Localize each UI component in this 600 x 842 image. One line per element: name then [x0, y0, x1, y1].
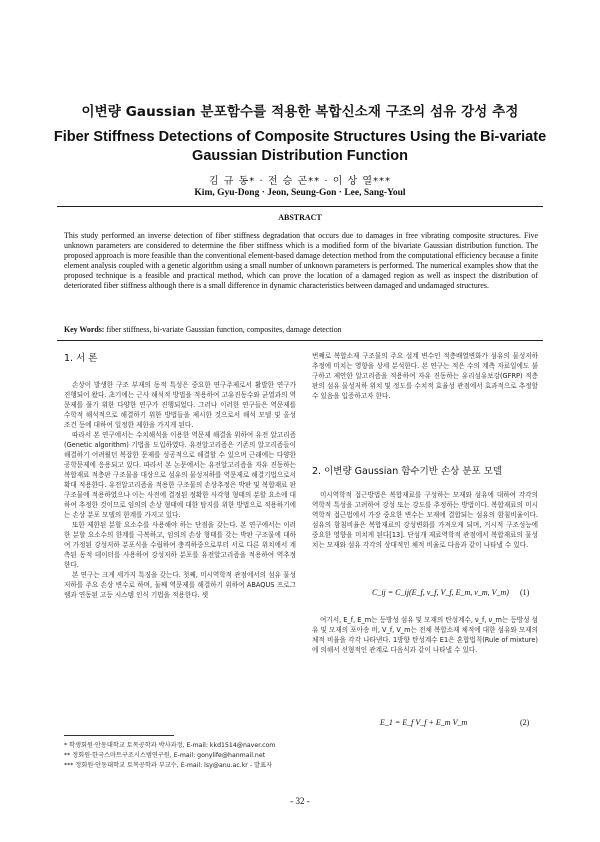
section-1-heading: 1. 서 론 [64, 353, 98, 364]
paragraph: 번째로 복합소재 구조물의 주요 설계 변수인 적층배열변화가 섬유의 물성저하 추정에 미치는 영향을 상세 분석한다. 본 연구는 적은 수의 계측 자료일에도 불구하고 제안한 알고리즘을 적용하여 자유 진동하는 유리섬유보강(GFRP) 적층판의 섬유 물성저하 위치 및 정도를 수치적 효율성 관점에서 효과적으로 추정할 수 있음을 입증하고자 한다. [312, 352, 538, 400]
footnote-2: ** 정회원·한국스마트구조시스템연구원, E-mail: gonylife@hanmail.net [64, 752, 266, 759]
footnote-rule [64, 735, 174, 736]
footnote-1: * 학생회원·안동대학교 토목공학과 박사과정, E-mail: kkd1514@naver.com [64, 742, 276, 749]
section-2-para-2 [312, 615, 538, 655]
paper-title-korean: 이변량 Gaussian 분포함수를 적용한 복합신소재 구조의 섬유 강성 추정 [81, 104, 519, 120]
paragraph: 또한 제한된 분할 요소수를 사용해야 하는 단점을 갖는다. 본 연구에서는 이러한 분할 요소수의 한계를 극복하고, 임의의 손상 형태를 갖는 박판 구조물에 대하여 가정된 강성저하 분포식을 수립하여 충격하중으로부터 서로 다른 위치에서 계측된 동적 데이터를 사용하여 강성저하 분포를 유전알고리즘을 적용하여 역추정한다. [64, 521, 296, 569]
page-number: - 32 - [290, 796, 310, 806]
footnote-3: *** 정회원·안동대학교 토목공학과 부교수, E-mail: lsy@anu.ac.kr - 발표자 [64, 762, 272, 769]
keywords [64, 325, 538, 334]
equation-2: E_1 = E_f V_f + E_m V_m [380, 718, 468, 727]
section-2-heading: 2. 이변량 Gaussian 함수기반 손상 분포 모델 [312, 466, 503, 477]
paragraph: 미시역학적 접근방법은 복합재료를 구성하는 모재와 섬유에 대하여 각각의 역학적 특성을 고려하여 강성 또는 강도를 추정하는 방법이다. 복합재료의 미시역학적 접근법에서 가장 중요한 변수는 모재에 결합되는 섬유의 함침비율이다. 섬유의 함침비율은 복합재료의 강성변화를 가져오게 되며, 거시적 구조성능에 중요한 영향을 미치게 된다[13]. 단섬개 재료역학적 관점에서 복합재료의 물성치는 모재와 섬유 각각의 상대적인 체적 비율로 다음과 같이 나타낼 수 있다. [312, 491, 538, 549]
keywords-text: fiber stiffness, bi-variate Gaussian function, composites, damage detection [106, 325, 342, 334]
equation-1: C_ij = C_ij(E_f, ν_f, V_f, E_m, ν_m, V_m) [372, 588, 509, 597]
footnotes [64, 741, 334, 771]
abstract-text: This study performed an inverse detection of fiber stiffness degradation that occurs due to damages in free vibrating composite structures. Five unknown parameters are considered to determine the fiber stiffness which is a modified form of the bivariate Gaussian distribution function. The proposed approach is more feasible than the conventional element-based damage detection method from the computational efficiency because a finite element analysis coupled with a genetic algorithm using a small number of unknown parameters is performed. The numerical examples show that the proposed technique is a feasible and practical method, which can prove the location of a damaged region as well as inspect the distribution of deteriorated fiber stiffness although there is a small difference in dynamic characteristics between damaged and undamaged structures. [64, 231, 538, 291]
abstract-heading: ABSTRACT [278, 213, 322, 222]
keywords-label: Key Words: [64, 325, 105, 334]
paper-title-english: Fiber Stiffness Detections of Composite Structures Using the Bi-variate Gaussian Distribution Function [53, 129, 547, 164]
paragraph: 따라서 본 연구에서는 수치해석을 이용한 역문제 해결을 위하여 유전 알고리즘(Genetic algorithm) 기법을 도입하였다. 유전알고리즘은 기존의 알고리즘들이 해결하기 어려웠던 복잡한 문제를 성공적으로 해결할 수 있으며 근래에는 다양한 공학문제에 응용되고 있다. 따라서 본 논문에서는 유전알고리즘을 자유 진동하는 복합재료 적층판 구조물을 대상으로 섬유의 물성저하를 역문제로 해결기법으로서 확대 적용한다. 유전알고리즘을 적용한 구조물의 손상추정은 박판 및 복합재료 판구조물에 적용하였으나 이는 사전에 결정된 정확한 사각형 형태의 분할 요소에 대하여 추정한 것이므로 임의의 손상 형태에 대한 탐지를 위한 방법으로 적용하기에는 손상 분포 모델의 한계를 가지고 있다. [64, 431, 296, 519]
authors-korean: 김 규 동* · 전 승 곤** · 이 상 열*** [208, 176, 392, 187]
section-2-para-1 [312, 490, 538, 550]
paragraph: 여기서, E_f, E_m는 등방성 섬유 및 모재의 탄성계수, ν_f, ν_m는 등방성 섬유 및 모재의 포아송 비, V_f, V_m는 전체 복합소재 체적에 대한 섬유와 모재의 체적 비율을 각각 나타낸다. 1방향 탄성계수 E1은 혼합법칙(Rule of mixture)에 의해서 선형적인 관계로 다음식과 같이 나타낼 수 있다. [312, 616, 538, 654]
paragraph: 손상이 발생한 구조 부재의 동적 특성은 중요한 연구주제로서 활발한 연구가 진행되어 왔다. 초기에는 근사 해석적 방법을 적용하여 고유진동수와 균열과의 역문제를 풀기 위한 다양한 연구가 진행되었다. 그러나 이러한 연구들은 역문제를 수학적 해석적으로 해결하기 위한 방법들을 제시한 것으로서 해석 모델 및 올성 조건 등에 대하여 일정한 제한을 가지게 된다. [64, 381, 296, 429]
rule-bottom [57, 340, 543, 341]
paragraph: 본 연구는 크게 세가지 특징을 갖는다. 첫째, 미시역학적 관점에서의 섬유 물성저하를 주요 손상 변수로 하며, 둘째 역문제를 해결하기 위하여 ABAQUS 프로그램과 연동된 고등 시스템 인식 기법을 적용한다. 셋 [64, 571, 296, 599]
rule-top [57, 206, 543, 207]
equation-2-number: (2) [520, 718, 530, 727]
left-column-body [64, 380, 296, 600]
equation-1-number: (1) [520, 588, 530, 597]
right-column-top [312, 351, 538, 401]
authors-english: Kim, Gyu-Dong · Jeon, Seung-Gon · Lee, Sang-Youl [194, 188, 406, 198]
